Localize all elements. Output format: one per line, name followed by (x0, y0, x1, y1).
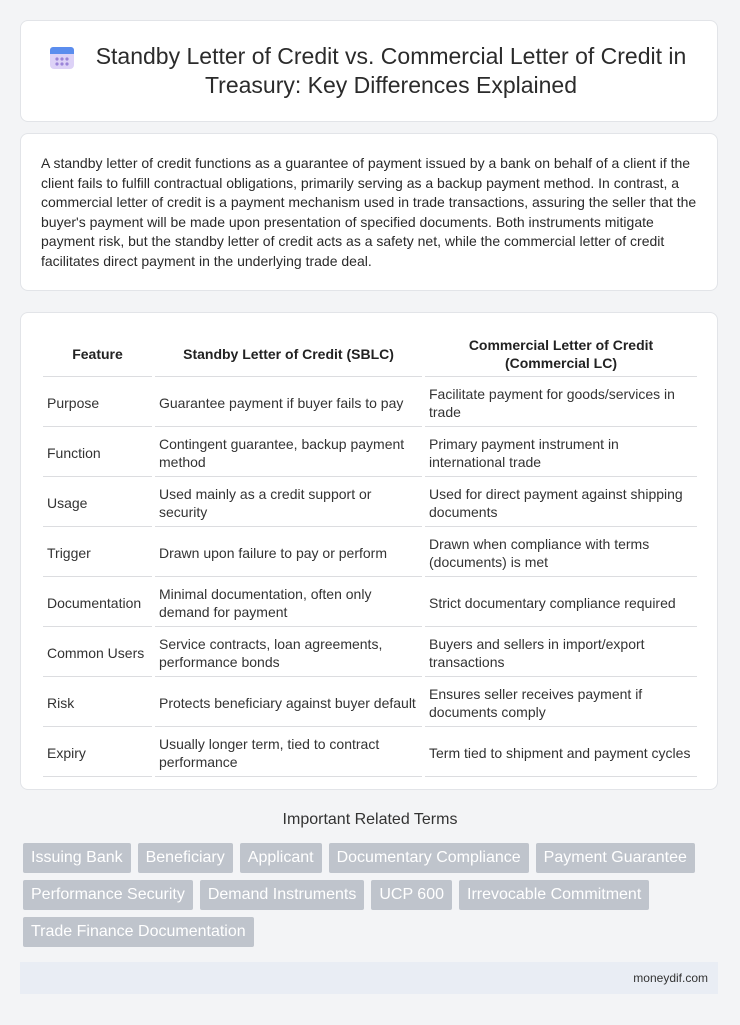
page-title: Standby Letter of Credit vs. Commercial Letter of Credit in Treasury: Key Differences Explained (95, 43, 687, 98)
summary-card (20, 133, 718, 291)
footer (20, 962, 718, 994)
row-sblc: Usually longer term, tied to contract performance (155, 729, 422, 777)
term-tag[interactable]: UCP 600 (371, 880, 452, 910)
row-sblc: Protects beneficiary against buyer default (155, 679, 422, 727)
header-sblc: Standby Letter of Credit (SBLC) (155, 332, 422, 377)
row-feature: Trigger (43, 529, 152, 577)
term-tag[interactable]: Applicant (240, 843, 322, 873)
row-commercial-lc: Strict documentary compliance required (425, 579, 697, 627)
table-row (43, 679, 697, 727)
term-tag[interactable]: Irrevocable Commitment (459, 880, 649, 910)
related-terms-list (23, 843, 703, 954)
row-commercial-lc: Ensures seller receives payment if documents comply (425, 679, 697, 727)
term-tag[interactable]: Demand Instruments (200, 880, 365, 910)
header-feature: Feature (43, 332, 152, 377)
term-tag[interactable]: Trade Finance Documentation (23, 917, 254, 947)
term-tag[interactable]: Beneficiary (138, 843, 233, 873)
row-feature: Common Users (43, 629, 152, 677)
table-row (43, 629, 697, 677)
row-commercial-lc: Drawn when compliance with terms (documents) is met (425, 529, 697, 577)
term-tag[interactable]: Payment Guarantee (536, 843, 695, 873)
term-tag[interactable]: Performance Security (23, 880, 193, 910)
related-terms-heading: Important Related Terms (282, 811, 458, 828)
row-feature: Function (43, 429, 152, 477)
row-feature: Expiry (43, 729, 152, 777)
term-tag[interactable]: Documentary Compliance (329, 843, 529, 873)
row-feature: Risk (43, 679, 152, 727)
row-commercial-lc: Primary payment instrument in international trade (425, 429, 697, 477)
row-feature: Purpose (43, 379, 152, 427)
table-row (43, 479, 697, 527)
row-sblc: Service contracts, loan agreements, performance bonds (155, 629, 422, 677)
comparison-table (40, 330, 700, 779)
calendar-icon (49, 44, 75, 70)
row-feature: Documentation (43, 579, 152, 627)
summary-text: A standby letter of credit functions as a guarantee of payment issued by a bank on behalf of a client if the client fails to fulfill contractual obligations, primarily serving as a backup payment method. In contrast, a commercial letter of credit is a payment mechanism used in trade transactions, assuring the seller that the buyer's payment will be made upon presentation of specified documents. Both instruments mitigate payment risk, but the standby letter of credit acts as a safety net, while the commercial letter of credit facilitates direct payment in the underlying trade deal. (41, 155, 697, 269)
row-commercial-lc: Used for direct payment against shipping documents (425, 479, 697, 527)
footer-site-link[interactable]: moneydif.com (633, 971, 708, 985)
title-card (20, 20, 718, 122)
table-row (43, 729, 697, 777)
row-feature: Usage (43, 479, 152, 527)
table-row (43, 529, 697, 577)
comparison-table-card (20, 312, 718, 790)
title-row (49, 42, 689, 100)
term-tag[interactable]: Issuing Bank (23, 843, 131, 873)
row-sblc: Used mainly as a credit support or security (155, 479, 422, 527)
table-row (43, 579, 697, 627)
row-sblc: Guarantee payment if buyer fails to pay (155, 379, 422, 427)
table-row (43, 429, 697, 477)
table-header-row (43, 332, 697, 377)
row-commercial-lc: Term tied to shipment and payment cycles (425, 729, 697, 777)
row-sblc: Minimal documentation, often only demand for payment (155, 579, 422, 627)
header-commercial-lc: Commercial Letter of Credit (Commercial LC) (425, 332, 697, 377)
row-commercial-lc: Buyers and sellers in import/export transactions (425, 629, 697, 677)
row-commercial-lc: Facilitate payment for goods/services in trade (425, 379, 697, 427)
row-sblc: Contingent guarantee, backup payment method (155, 429, 422, 477)
table-row (43, 379, 697, 427)
row-sblc: Drawn upon failure to pay or perform (155, 529, 422, 577)
